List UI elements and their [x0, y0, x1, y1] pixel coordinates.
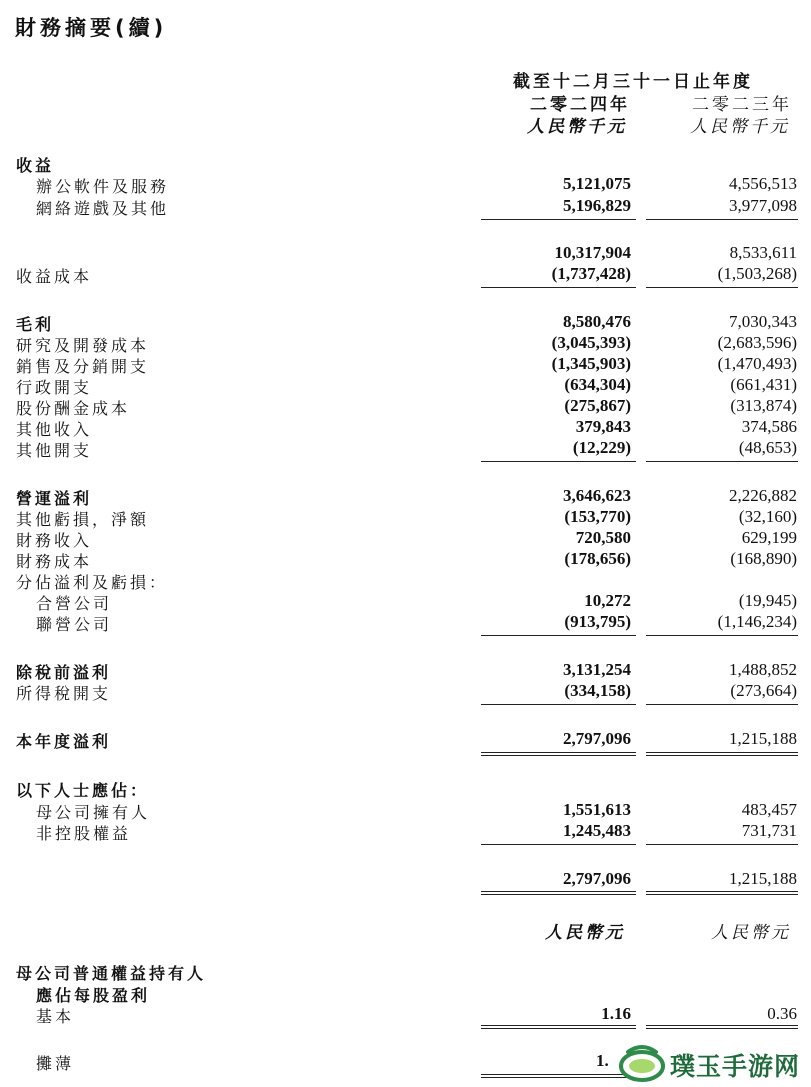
office-software-label: 辦公軟件及服務: [36, 177, 170, 196]
divider: [481, 894, 636, 895]
basic-label: 基本: [36, 1007, 75, 1026]
selling-2023: (1,470,493): [717, 354, 797, 373]
online-games-2024: 5,196,829: [563, 196, 631, 215]
watermark-text: 璞玉手游网: [670, 1052, 801, 1081]
gross-profit-2023: 7,030,343: [729, 312, 797, 331]
divider: [646, 752, 798, 753]
associates-2024: (913,795): [564, 612, 631, 631]
divider: [646, 1028, 798, 1029]
jv-2023: (19,945): [738, 591, 797, 610]
pbt-2024: 3,131,254: [563, 660, 631, 679]
divider: [481, 461, 636, 462]
divider: [481, 1077, 636, 1078]
game-controller-icon: [618, 1040, 666, 1084]
selling-2024: (1,345,903): [551, 354, 631, 373]
owners-2023: 483,457: [741, 800, 797, 819]
share-comp-label: 股份酬金成本: [16, 399, 131, 418]
divider: [481, 219, 636, 220]
admin-label: 行政開支: [16, 378, 93, 397]
associates-2023: (1,146,234): [717, 612, 797, 631]
other-expenses-2024: (12,229): [572, 438, 631, 457]
finance-costs-label: 財務成本: [16, 552, 93, 571]
operating-profit-2024: 3,646,623: [563, 486, 631, 505]
pbt-2023: 1,488,852: [729, 660, 797, 679]
revenue-heading: 收益: [16, 156, 55, 175]
tax-2023: (273,664): [730, 681, 797, 700]
unit-2024-header: 人民幣千元: [527, 117, 627, 137]
other-income-2024: 379,843: [575, 417, 631, 436]
other-expenses-2023: (48,653): [738, 438, 797, 457]
unit-2023-header: 人民幣千元: [690, 117, 790, 137]
attr-total-2023: 1,215,188: [729, 869, 797, 888]
cost-of-revenue-2023: (1,503,268): [717, 264, 797, 283]
divider: [481, 635, 636, 636]
share-comp-2023: (313,874): [730, 396, 797, 415]
eps-title-2: 應佔每股盈利: [36, 986, 151, 1005]
finance-costs-2023: (168,890): [730, 549, 797, 568]
office-software-2024: 5,121,075: [563, 174, 631, 193]
cost-of-revenue-label: 收益成本: [16, 267, 93, 286]
basic-2024: 1.16: [601, 1004, 631, 1023]
other-losses-2024: (153,770): [564, 507, 631, 526]
associates-label: 聯營公司: [36, 615, 113, 634]
jv-label: 合營公司: [36, 594, 113, 613]
divider: [481, 752, 636, 753]
divider: [646, 1025, 798, 1026]
divider: [646, 894, 798, 895]
diluted-label: 攤薄: [36, 1054, 75, 1073]
rnd-label: 研究及開發成本: [16, 336, 150, 355]
finance-costs-2024: (178,656): [564, 549, 631, 568]
divider: [481, 1025, 636, 1026]
divider: [481, 704, 636, 705]
cost-of-revenue-2024: (1,737,428): [551, 264, 631, 283]
unit2-2023-header: 人民幣元: [711, 923, 791, 943]
divider: [646, 219, 798, 220]
watermark: [618, 1040, 808, 1084]
divider: [481, 844, 636, 845]
period-header: 截至十二月三十一日止年度: [513, 72, 753, 92]
revenue-total-2024: 10,317,904: [554, 243, 631, 262]
divider: [646, 891, 798, 892]
divider: [646, 287, 798, 288]
unit2-2024-header: 人民幣元: [545, 923, 625, 943]
divider: [481, 287, 636, 288]
divider: [646, 704, 798, 705]
profit-year-2024: 2,797,096: [563, 729, 631, 748]
divider: [481, 755, 636, 756]
divider: [481, 1074, 636, 1075]
other-income-2023: 374,586: [741, 417, 797, 436]
attr-total-2024: 2,797,096: [563, 869, 631, 888]
nci-label: 非控股權益: [36, 824, 132, 843]
rnd-2024: (3,045,393): [551, 333, 631, 352]
admin-2024: (634,304): [564, 375, 631, 394]
page-title: 財務摘要(續): [15, 16, 168, 40]
other-expenses-label: 其他開支: [16, 441, 93, 460]
pbt-label: 除稅前溢利: [16, 663, 112, 682]
jv-2024: 10,272: [584, 591, 631, 610]
year-2024-header: 二零二四年: [530, 95, 630, 115]
office-software-2023: 4,556,513: [729, 174, 797, 193]
attributable-heading: 以下人士應佔：: [16, 781, 150, 800]
other-income-label: 其他收入: [16, 420, 93, 439]
owners-2024: 1,551,613: [563, 800, 631, 819]
share-comp-2024: (275,867): [564, 396, 631, 415]
diluted-2024: 1.: [596, 1051, 609, 1070]
selling-label: 銷售及分銷開支: [16, 357, 150, 376]
divider: [646, 635, 798, 636]
tax-label: 所得稅開支: [16, 684, 112, 703]
divider: [646, 461, 798, 462]
revenue-total-2023: 8,533,611: [729, 243, 797, 262]
finance-income-label: 財務收入: [16, 531, 93, 550]
divider: [646, 755, 798, 756]
online-games-2023: 3,977,098: [729, 196, 797, 215]
other-losses-2023: (32,160): [738, 507, 797, 526]
year-2023-header: 二零二三年: [692, 95, 792, 115]
finance-income-2024: 720,580: [575, 528, 631, 547]
admin-2023: (661,431): [730, 375, 797, 394]
operating-profit-2023: 2,226,882: [729, 486, 797, 505]
other-losses-label: 其他虧損，淨額: [16, 510, 150, 529]
rnd-2023: (2,683,596): [717, 333, 797, 352]
tax-2024: (334,158): [564, 681, 631, 700]
gross-profit-2024: 8,580,476: [563, 312, 631, 331]
profit-year-2023: 1,215,188: [729, 729, 797, 748]
nci-2024: 1,245,483: [563, 821, 631, 840]
basic-2023: 0.36: [767, 1004, 797, 1023]
share-of-heading: 分佔溢利及虧損：: [16, 573, 169, 592]
divider: [481, 891, 636, 892]
online-games-label: 網絡遊戲及其他: [36, 199, 170, 218]
finance-income-2023: 629,199: [741, 528, 797, 547]
operating-profit-label: 營運溢利: [16, 489, 93, 508]
eps-title-1: 母公司普通權益持有人: [16, 964, 207, 983]
divider: [481, 1028, 636, 1029]
owners-label: 母公司擁有人: [36, 803, 151, 822]
gross-profit-label: 毛利: [16, 315, 55, 334]
profit-year-label: 本年度溢利: [16, 732, 112, 751]
divider: [646, 844, 798, 845]
nci-2023: 731,731: [741, 821, 797, 840]
